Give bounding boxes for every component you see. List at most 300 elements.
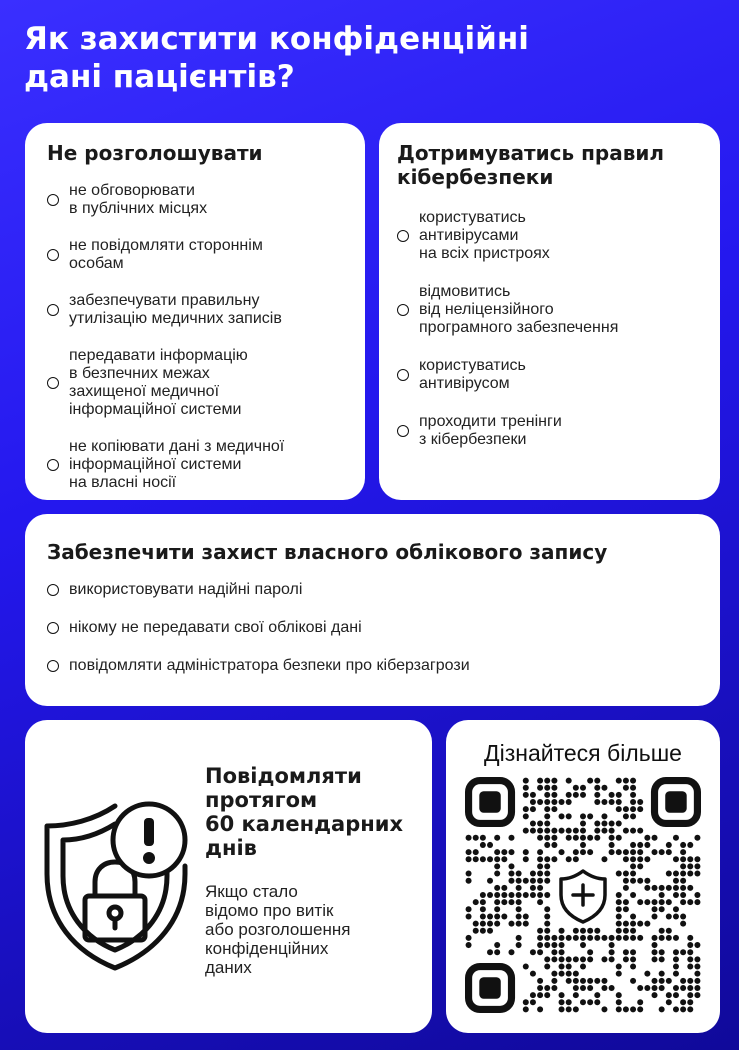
item-line: не копіювати дані з медичної <box>69 438 285 455</box>
bullet-circle-icon <box>47 584 59 596</box>
qr-module <box>544 992 550 998</box>
qr-module <box>537 992 543 998</box>
qr-module <box>537 878 543 884</box>
qr-module <box>551 942 557 948</box>
qr-module <box>616 849 622 855</box>
shield-lock-alert-icon <box>39 796 199 974</box>
qr-module <box>544 813 550 819</box>
qr-module <box>580 813 586 819</box>
bullet-circle-icon <box>47 194 59 206</box>
qr-module <box>637 878 643 884</box>
qr-module <box>494 871 500 877</box>
qr-module <box>623 878 629 884</box>
qr-module <box>637 1006 643 1012</box>
qr-module <box>516 913 522 919</box>
qr-module <box>480 906 486 912</box>
qr-module <box>630 928 636 934</box>
qr-module <box>537 949 543 955</box>
qr-module <box>523 785 529 791</box>
notice-title-line: 60 календарних <box>205 812 404 836</box>
account-protection-card <box>25 514 720 706</box>
qr-module <box>630 921 636 927</box>
qr-module <box>494 856 500 862</box>
item-line: з кібербезпеки <box>419 431 527 448</box>
qr-module <box>580 842 586 848</box>
qr-module <box>694 863 700 869</box>
qr-module <box>494 885 500 891</box>
qr-module <box>508 892 514 898</box>
item-line: повідомляти адміністратора безпеки про кіберзагрози <box>69 657 470 674</box>
qr-module <box>623 856 629 862</box>
qr-module <box>694 971 700 977</box>
qr-module <box>580 828 586 834</box>
qr-module <box>623 949 629 955</box>
qr-module <box>516 899 522 905</box>
account-protection-list <box>47 581 700 675</box>
qr-module <box>566 1006 572 1012</box>
qr-module <box>630 956 636 962</box>
qr-module <box>616 906 622 912</box>
qr-module <box>644 835 650 841</box>
bullet-circle-icon <box>47 249 59 261</box>
qr-module <box>673 935 679 941</box>
qr-module <box>644 921 650 927</box>
qr-module <box>501 885 507 891</box>
qr-module <box>544 921 550 927</box>
qr-module <box>551 956 557 962</box>
qr-module <box>494 863 500 869</box>
qr-module <box>544 935 550 941</box>
qr-module <box>687 999 693 1005</box>
qr-module <box>630 913 636 919</box>
qr-finder-inner <box>479 977 500 998</box>
item-line: на всіх пристроях <box>419 245 550 262</box>
qr-module <box>551 792 557 798</box>
qr-module <box>573 835 579 841</box>
qr-module <box>673 906 679 912</box>
qr-module <box>566 856 572 862</box>
qr-module <box>680 885 686 891</box>
qr-module <box>694 892 700 898</box>
cybersecurity-list <box>397 209 702 449</box>
qr-module <box>601 856 607 862</box>
list-item <box>47 347 345 419</box>
qr-module <box>623 928 629 934</box>
qr-module <box>559 935 565 941</box>
qr-module <box>537 871 543 877</box>
qr-module <box>587 935 593 941</box>
qr-title: Дізнайтеся більше <box>484 740 682 766</box>
qr-module <box>494 921 500 927</box>
qr-module <box>616 935 622 941</box>
qr-module <box>508 949 514 955</box>
bullet-circle-icon <box>397 425 409 437</box>
item-line: не повідомляти стороннім <box>69 237 263 254</box>
list-item <box>47 581 700 599</box>
qr-module <box>544 913 550 919</box>
qr-module <box>659 885 665 891</box>
qr-module <box>666 899 672 905</box>
qr-module <box>673 885 679 891</box>
qr-module <box>537 785 543 791</box>
qr-finder-inner <box>665 791 686 812</box>
qr-module <box>680 871 686 877</box>
qr-module <box>623 806 629 812</box>
qr-module <box>537 935 543 941</box>
qr-module <box>616 799 622 805</box>
qr-code-icon[interactable] <box>465 777 701 1013</box>
qr-module <box>666 935 672 941</box>
qr-module <box>566 778 572 784</box>
bullet-circle-icon <box>47 660 59 672</box>
qr-module <box>637 935 643 941</box>
qr-module <box>623 785 629 791</box>
qr-module <box>609 828 615 834</box>
bullet-circle-icon <box>47 459 59 471</box>
qr-module <box>594 778 600 784</box>
qr-module <box>516 906 522 912</box>
qr-module <box>559 964 565 970</box>
qr-module <box>580 935 586 941</box>
item-line: інформаційної системи <box>69 456 242 473</box>
qr-module <box>680 913 686 919</box>
qr-module <box>601 813 607 819</box>
qr-module <box>601 785 607 791</box>
qr-module <box>566 813 572 819</box>
notice-text-line: конфіденційних <box>205 939 329 958</box>
qr-module <box>673 949 679 955</box>
qr-module <box>601 935 607 941</box>
qr-module <box>551 971 557 977</box>
qr-module <box>580 985 586 991</box>
qr-module <box>544 799 550 805</box>
qr-module <box>537 942 543 948</box>
qr-module <box>559 799 565 805</box>
qr-module <box>494 949 500 955</box>
qr-module <box>559 813 565 819</box>
qr-module <box>544 964 550 970</box>
qr-module <box>666 871 672 877</box>
qr-module <box>609 820 615 826</box>
bullet-circle-icon <box>397 369 409 381</box>
qr-module <box>544 863 550 869</box>
qr-module <box>494 906 500 912</box>
qr-module <box>566 799 572 805</box>
page-title-line: дані пацієнтів? <box>24 59 295 95</box>
qr-module <box>623 935 629 941</box>
qr-module <box>544 785 550 791</box>
disclosure-card <box>25 123 365 500</box>
qr-module <box>530 871 536 877</box>
qr-module <box>659 935 665 941</box>
item-line: в безпечних межах <box>69 365 210 382</box>
qr-module <box>652 906 658 912</box>
qr-module <box>694 992 700 998</box>
qr-module <box>623 1006 629 1012</box>
qr-module <box>537 778 543 784</box>
qr-module <box>573 792 579 798</box>
qr-module <box>508 871 514 877</box>
qr-module <box>573 849 579 855</box>
list-item <box>47 292 345 328</box>
qr-module <box>637 856 643 862</box>
qr-module <box>480 921 486 927</box>
qr-module <box>544 828 550 834</box>
qr-module <box>616 835 622 841</box>
qr-module <box>616 806 622 812</box>
qr-module <box>551 828 557 834</box>
qr-module <box>673 835 679 841</box>
qr-module <box>516 878 522 884</box>
cybersecurity-heading <box>397 141 702 189</box>
qr-module <box>501 849 507 855</box>
qr-module <box>630 849 636 855</box>
qr-module <box>516 935 522 941</box>
qr-module <box>487 921 493 927</box>
qr-module <box>587 956 593 962</box>
qr-module <box>473 899 479 905</box>
qr-module <box>580 978 586 984</box>
qr-module <box>516 871 522 877</box>
qr-module <box>659 956 665 962</box>
qr-module <box>623 828 629 834</box>
qr-module <box>666 992 672 998</box>
qr-module <box>537 985 543 991</box>
item-line: програмного забезпечення <box>419 319 619 336</box>
qr-finder-inner <box>479 791 500 812</box>
qr-module <box>530 878 536 884</box>
qr-module <box>587 985 593 991</box>
qr-module <box>501 913 507 919</box>
qr-module <box>687 942 693 948</box>
qr-module <box>544 835 550 841</box>
qr-module <box>544 806 550 812</box>
qr-module <box>630 792 636 798</box>
qr-module <box>687 992 693 998</box>
qr-module <box>580 928 586 934</box>
qr-module <box>694 835 700 841</box>
qr-module <box>601 828 607 834</box>
qr-module <box>594 928 600 934</box>
qr-module <box>573 1006 579 1012</box>
qr-module <box>494 892 500 898</box>
qr-module <box>680 978 686 984</box>
qr-module <box>537 828 543 834</box>
qr-module <box>551 949 557 955</box>
qr-module <box>551 806 557 812</box>
qr-module <box>659 906 665 912</box>
page-title <box>24 20 714 96</box>
qr-module <box>623 778 629 784</box>
qr-module <box>630 785 636 791</box>
qr-module <box>573 971 579 977</box>
qr-module <box>630 863 636 869</box>
qr-module <box>559 999 565 1005</box>
qr-module <box>559 828 565 834</box>
qr-module <box>644 885 650 891</box>
qr-module <box>680 892 686 898</box>
list-item <box>47 657 700 675</box>
qr-module <box>666 999 672 1005</box>
qr-module <box>530 799 536 805</box>
qr-module <box>580 820 586 826</box>
qr-module <box>616 1006 622 1012</box>
qr-module <box>559 971 565 977</box>
qr-module <box>694 985 700 991</box>
qr-module <box>508 921 514 927</box>
qr-module <box>523 921 529 927</box>
qr-module <box>659 971 665 977</box>
qr-module <box>637 799 643 805</box>
qr-module <box>537 885 543 891</box>
qr-module <box>652 949 658 955</box>
qr-module <box>466 935 472 941</box>
qr-module <box>544 906 550 912</box>
item-line: проходити тренінги <box>419 413 562 430</box>
qr-module <box>508 835 514 841</box>
qr-module <box>566 971 572 977</box>
qr-module <box>544 985 550 991</box>
qr-module <box>544 878 550 884</box>
qr-module <box>687 985 693 991</box>
notice-title-line: Повідомляти <box>205 764 362 788</box>
qr-module <box>573 956 579 962</box>
qr-module <box>587 813 593 819</box>
qr-module <box>616 992 622 998</box>
qr-module <box>523 813 529 819</box>
qr-module <box>551 785 557 791</box>
qr-module <box>544 856 550 862</box>
item-line: інформаційної системи <box>69 401 242 418</box>
qr-module <box>616 921 622 927</box>
notice-text-line: або розголошення <box>205 920 351 939</box>
qr-module <box>551 842 557 848</box>
qr-module <box>609 835 615 841</box>
qr-module <box>659 899 665 905</box>
qr-module <box>666 842 672 848</box>
qr-module <box>630 806 636 812</box>
bullet-circle-icon <box>397 230 409 242</box>
item-line: від неліцензійного <box>419 301 554 318</box>
bullet-circle-icon <box>47 377 59 389</box>
notice-text <box>205 882 420 977</box>
qr-module <box>530 806 536 812</box>
notice-text-line: Якщо стало <box>205 882 298 901</box>
qr-module <box>694 871 700 877</box>
qr-module <box>609 949 615 955</box>
qr-module <box>630 878 636 884</box>
notice-text-line: даних <box>205 958 252 977</box>
qr-module <box>523 856 529 862</box>
qr-module <box>623 885 629 891</box>
qr-module <box>559 928 565 934</box>
qr-module <box>466 913 472 919</box>
qr-module <box>480 856 486 862</box>
qr-module <box>580 956 586 962</box>
qr-module <box>680 999 686 1005</box>
qr-module <box>652 978 658 984</box>
qr-module <box>594 792 600 798</box>
qr-module <box>616 999 622 1005</box>
qr-module <box>594 992 600 998</box>
notice-text-line: відомо про витік <box>205 901 334 920</box>
qr-module <box>466 849 472 855</box>
qr-module <box>637 806 643 812</box>
qr-module <box>623 906 629 912</box>
notice-title <box>205 764 420 860</box>
qr-module <box>544 820 550 826</box>
qr-module <box>573 978 579 984</box>
qr-module <box>473 928 479 934</box>
qr-module <box>687 956 693 962</box>
qr-module <box>544 778 550 784</box>
qr-module <box>544 942 550 948</box>
qr-module <box>480 913 486 919</box>
qr-module <box>594 828 600 834</box>
qr-module <box>659 949 665 955</box>
qr-module <box>694 956 700 962</box>
qr-module <box>466 835 472 841</box>
qr-module <box>694 978 700 984</box>
qr-module <box>559 1006 565 1012</box>
qr-module <box>652 849 658 855</box>
qr-module <box>566 964 572 970</box>
qr-module <box>487 928 493 934</box>
qr-module <box>530 971 536 977</box>
qr-module <box>487 842 493 848</box>
qr-module <box>566 956 572 962</box>
qr-module <box>637 921 643 927</box>
qr-module <box>566 792 572 798</box>
qr-module <box>573 985 579 991</box>
qr-module <box>594 820 600 826</box>
qr-module <box>644 856 650 862</box>
qr-module <box>652 992 658 998</box>
item-line: забезпечувати правильну <box>69 292 260 309</box>
qr-module <box>630 856 636 862</box>
qr-module <box>666 885 672 891</box>
qr-module <box>666 849 672 855</box>
qr-module <box>580 835 586 841</box>
qr-module <box>687 885 693 891</box>
qr-module <box>551 978 557 984</box>
qr-module <box>659 985 665 991</box>
qr-card <box>446 720 720 1033</box>
item-line: на власні носії <box>69 474 177 491</box>
qr-module <box>501 856 507 862</box>
plus-icon <box>573 885 593 905</box>
list-item <box>47 237 345 273</box>
list-item <box>397 413 702 449</box>
qr-module <box>480 842 486 848</box>
qr-module <box>694 964 700 970</box>
qr-module <box>573 935 579 941</box>
qr-module <box>652 835 658 841</box>
qr-module <box>587 849 593 855</box>
qr-module <box>637 842 643 848</box>
qr-module <box>644 971 650 977</box>
qr-module <box>609 849 615 855</box>
qr-module <box>487 913 493 919</box>
qr-module <box>530 949 536 955</box>
qr-module <box>637 899 643 905</box>
qr-module <box>687 935 693 941</box>
bullet-circle-icon <box>397 304 409 316</box>
qr-module <box>623 813 629 819</box>
qr-module <box>673 878 679 884</box>
qr-module <box>594 799 600 805</box>
qr-module <box>537 849 543 855</box>
